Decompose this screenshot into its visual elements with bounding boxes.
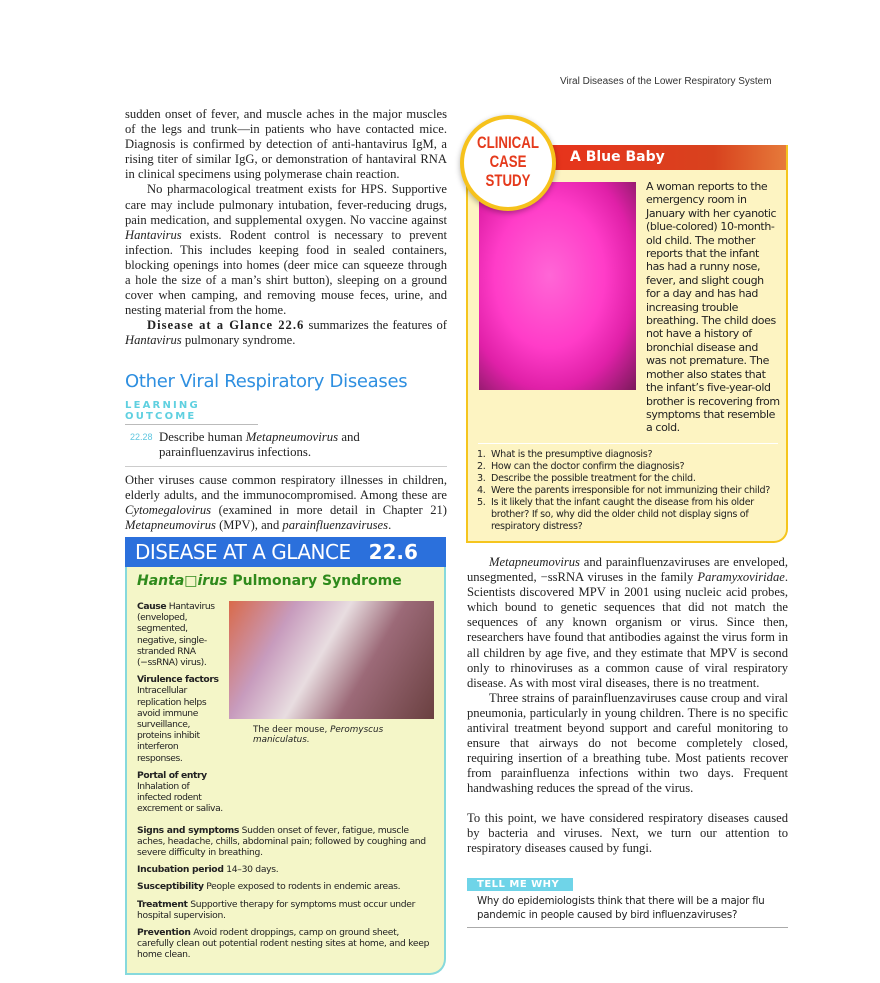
badge-text: CLINICAL <box>477 133 539 152</box>
paragraph: To this point, we have considered respiratory diseases caused by bacteria and viruses. Next, we turn our attention to respiratory diseases caused by fungi. <box>467 810 788 855</box>
entry-label: Susceptibility <box>137 881 204 893</box>
glance-title: DISEASE AT A GLANCE <box>135 540 351 564</box>
glance-entry <box>137 825 434 859</box>
glance-entry <box>137 881 434 892</box>
section-paragraph <box>125 473 447 533</box>
text: Metapneumovirus <box>125 517 216 532</box>
glance-photo-area <box>229 601 434 821</box>
question-text: What is the presumptive diagnosis? <box>491 448 653 460</box>
disease-at-a-glance-box <box>125 537 446 975</box>
glance-header-bar <box>125 537 446 567</box>
section-heading: Other Viral Respiratory Diseases <box>125 370 408 392</box>
left-column <box>125 107 447 533</box>
text: (examined in more detail in Chapter 21) <box>211 502 447 517</box>
question-item <box>477 473 778 485</box>
glance-entries-left <box>137 601 225 821</box>
text: pulmonary syndrome. <box>181 333 296 348</box>
question-number: 3. <box>477 472 486 484</box>
text: Hanta□irus <box>137 573 228 589</box>
divider <box>125 466 447 467</box>
question-number: 1. <box>477 448 486 460</box>
paragraph: sudden onset of fever, and muscle aches in the major muscles of the legs and trunk—in patients who have contacted mice. Diagnosis is confirmed by detection of anti-hantavirus IgM, a rising titer of similar IgG, or demonstration of hantaviral RNA in clinical specimens using polymerase chain reaction. <box>125 107 447 182</box>
text: Paramyxoviridae <box>697 570 785 585</box>
text: Other viruses cause common respiratory illnesses in children, elderly adults, and the immunocompromised. Among these are <box>125 472 447 502</box>
entry-text: Inhalation of infected rodent excrement or saliva. <box>137 781 223 815</box>
badge-text: STUDY <box>485 171 531 190</box>
deer-mouse-photo <box>229 601 434 719</box>
text: Hantavirus <box>125 333 182 348</box>
entry-label: Treatment <box>137 898 188 910</box>
text: Metapneumovirus <box>245 429 339 444</box>
text: parainfluenzaviruses <box>282 517 389 532</box>
entry-text: Sudden onset of fever, fatigue, muscle aches, headache, chills, abdominal pain; followed by coughing and severe difficulty in breathing. <box>137 824 426 859</box>
entry-label: Cause <box>137 601 167 612</box>
glance-entries-bottom <box>127 821 444 973</box>
right-column <box>467 555 788 928</box>
glance-entry <box>137 770 225 815</box>
text: Metapneumovirus <box>489 555 580 569</box>
text: and parainfluenzavirus infections. <box>159 429 360 459</box>
text: The deer mouse, <box>253 725 331 735</box>
question-text: Were the parents irresponsible for not immunizing their child? <box>491 484 771 496</box>
entry-text: Supportive therapy for symptoms must occur under hospital supervision. <box>137 898 416 921</box>
text: exists. Rodent control is necessary to prevent infection. This includes keeping food in sealed containers, blocking openings into homes (deer mice can squeeze through a hole the size of a man’s shirt button), sleeping on a ground cover when camping, and removing mouse feces, urine, and nesting material from the home. <box>125 227 447 318</box>
question-item <box>477 461 778 473</box>
entry-text: Intracellular replication helps avoid immune surveillance, proteins inhibit interferon responses. <box>137 685 207 764</box>
glance-number: 22.6 <box>368 540 418 564</box>
outcome-number: 22.28 <box>130 431 153 442</box>
glance-entry <box>137 674 225 764</box>
paragraph: Three strains of parainfluenzaviruses cause croup and viral pneumonia, particularly in young children. There is no specific antiviral treatment beyond support and careful monitoring to ensure that airways do not become completely closed, requiring insertion of a breathing tube. Most patients recover from parainfluenza infections within two days. Frequent handwashing reduces the spread of the virus. <box>467 690 788 796</box>
paragraph <box>125 182 447 318</box>
question-item <box>477 449 778 461</box>
tell-me-why-question: Why do epidemiologists think that there will be a major flu pandemic in people caused by bird influenzaviruses? <box>477 895 765 921</box>
entry-text: Hantavirus (enveloped, segmented, negative, single-stranded RNA (−ssRNA) virus). <box>137 601 215 669</box>
question-number: 2. <box>477 460 486 472</box>
text: . <box>388 517 392 532</box>
case-description: A woman reports to the emergency room in January with her cyanotic (blue-colored) 10-month-old child. The mother reports that the infant has had a runny nose, fever, and slight cough for a day and has had increasing trouble breathing. The child does not have a history of bronchial disease and was not premature. The mother also states that the infant’s five-year-old brother is recovering from symptoms that resemble a cold. <box>646 180 780 435</box>
case-questions <box>468 449 786 541</box>
cross-reference: Disease at a Glance 22.6 <box>147 318 305 333</box>
question-item <box>477 485 778 497</box>
text: No pharmacological treatment exists for HPS. Supportive care may include pulmonary intubation, fever-reducing drugs, pain medication, and supplemental oxygen. No vaccine against <box>125 182 447 227</box>
text: summarizes the features of <box>304 318 447 333</box>
entry-label: Virulence factors <box>137 674 219 686</box>
case-title: A Blue Baby <box>545 145 786 170</box>
clinical-case-study-badge <box>460 115 556 211</box>
glance-entry <box>137 864 434 875</box>
text: Cytomegalovirus <box>125 502 212 517</box>
question-item <box>477 497 778 533</box>
text: Describe human <box>159 429 246 444</box>
glance-entry <box>137 899 434 921</box>
divider <box>478 443 778 444</box>
badge-text: CASE <box>489 152 527 171</box>
photo-caption <box>229 725 434 745</box>
learning-outcome-label: LEARNING OUTCOME <box>125 400 258 425</box>
entry-label: Portal of entry <box>137 769 207 781</box>
text: Pulmonary Syndrome <box>227 573 402 589</box>
baby-photo <box>479 182 636 390</box>
glance-top-row <box>127 589 444 821</box>
divider <box>467 927 788 928</box>
text: . Scientists discovered MPV in 2001 using nucleic acid probes, which bound to genetic sequences that did not match the sequences of any known organism or virus. Since then, researchers have found that antibodies against the virus form in all children by age five, and they estimate that MPV is second only to rhinoviruses as a common cause of viral respiratory disease. As with most viral diseases, there is no treatment. <box>467 570 788 690</box>
text: and parainfluenzaviruses are enveloped, unsegmented, −ssRNA viruses in the family <box>467 555 788 585</box>
question-number: 5. <box>477 496 486 508</box>
tell-me-why-label: TELL ME WHY <box>467 878 573 891</box>
question-text: How can the doctor confirm the diagnosis? <box>491 460 685 472</box>
glance-subtitle <box>127 567 444 589</box>
outcome-text <box>159 430 447 460</box>
question-text: Describe the possible treatment for the child. <box>491 472 696 484</box>
paragraph <box>125 318 447 348</box>
entry-text: 14–30 days. <box>223 864 279 876</box>
learning-outcome-item <box>125 430 447 460</box>
entry-label: Incubation period <box>137 864 224 876</box>
text: Peromyscus maniculatus. <box>253 725 384 745</box>
question-number: 4. <box>477 484 486 496</box>
glance-entry <box>137 601 225 668</box>
glance-entry <box>137 927 434 961</box>
running-head: Viral Diseases of the Lower Respiratory System <box>560 76 772 87</box>
text: (MPV), and <box>215 517 283 532</box>
question-text: Is it likely that the infant caught the disease from his older brother? If so, why did the older child not display signs of respiratory distress? <box>491 496 754 532</box>
entry-text: Avoid rodent droppings, camp on ground sheet, carefully clean out potential rodent nesting sites at home, and keep home clean. <box>137 927 430 961</box>
paragraph <box>467 555 788 691</box>
entry-label: Prevention <box>137 927 191 939</box>
text: Hantavirus <box>125 227 182 242</box>
entry-label: Signs and symptoms <box>137 824 240 836</box>
entry-text: People exposed to rodents in endemic areas. <box>203 881 401 893</box>
